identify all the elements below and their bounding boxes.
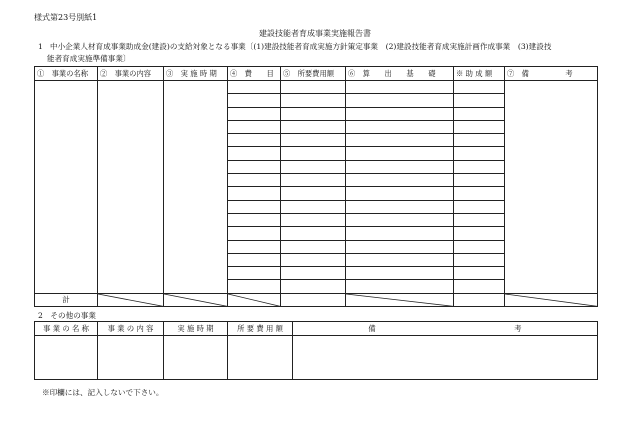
diagonal-strike	[505, 294, 597, 306]
total-subsidy-amount	[454, 293, 505, 306]
cell-required-cost[interactable]	[281, 267, 346, 280]
cell-required-cost[interactable]	[281, 253, 346, 266]
cell-calculation-basis[interactable]	[346, 240, 454, 253]
cell-required-cost[interactable]	[281, 280, 346, 293]
total-required-cost[interactable]	[281, 293, 346, 306]
cell-calculation-basis[interactable]	[346, 120, 454, 133]
cell-subsidy-amount[interactable]	[454, 187, 505, 200]
cell-calculation-basis[interactable]	[346, 213, 454, 226]
cell-expense-item[interactable]	[228, 81, 281, 94]
cell-required-cost[interactable]	[281, 94, 346, 107]
cell-subsidy-amount[interactable]	[454, 280, 505, 293]
header-project-name: ① 事業の名称	[35, 67, 98, 81]
t2-header-remarks: 備 考	[293, 322, 598, 336]
cell-subsidy-amount[interactable]	[454, 200, 505, 213]
cell-calculation-basis[interactable]	[346, 94, 454, 107]
subsidy-project-table	[34, 66, 598, 307]
cell-required-cost[interactable]	[281, 160, 346, 173]
table-row	[35, 81, 598, 94]
cell-required-cost[interactable]	[281, 227, 346, 240]
cell-expense-item[interactable]	[228, 267, 281, 280]
cell-subsidy-amount[interactable]	[454, 107, 505, 120]
header-period: ③ 実 施 時 期	[164, 67, 228, 81]
cell-subsidy-amount[interactable]	[454, 94, 505, 107]
total-content-struck	[98, 293, 164, 306]
cell-calculation-basis[interactable]	[346, 134, 454, 147]
header-expense-item: ④ 費 目	[228, 67, 281, 81]
cell-required-cost[interactable]	[281, 120, 346, 133]
cell-required-cost[interactable]	[281, 81, 346, 94]
cell-expense-item[interactable]	[228, 107, 281, 120]
cell-subsidy-amount[interactable]	[454, 120, 505, 133]
cell-expense-item[interactable]	[228, 253, 281, 266]
t2-header-period: 実 施 時 期	[164, 322, 228, 336]
cell-calculation-basis[interactable]	[346, 147, 454, 160]
diagonal-strike	[98, 294, 163, 306]
cell-subsidy-amount[interactable]	[454, 227, 505, 240]
total-remarks-struck	[505, 293, 598, 306]
cell-calculation-basis[interactable]	[346, 200, 454, 213]
cell-project-name[interactable]	[35, 81, 98, 294]
t2-cell-remarks[interactable]	[293, 336, 598, 380]
cell-required-cost[interactable]	[281, 147, 346, 160]
cell-expense-item[interactable]	[228, 240, 281, 253]
diagonal-strike	[228, 294, 280, 306]
cell-expense-item[interactable]	[228, 174, 281, 187]
header-project-content: ② 事業の内容	[98, 67, 164, 81]
t2-cell-content[interactable]	[98, 336, 164, 380]
cell-expense-item[interactable]	[228, 160, 281, 173]
cell-period[interactable]	[164, 81, 228, 294]
total-calculation-struck	[346, 293, 454, 306]
cell-calculation-basis[interactable]	[346, 160, 454, 173]
form-id: 様式第23号別紙1	[34, 13, 98, 22]
cell-calculation-basis[interactable]	[346, 81, 454, 94]
total-label: 計	[35, 293, 98, 306]
cell-subsidy-amount[interactable]	[454, 134, 505, 147]
t2-entry-row	[35, 336, 598, 380]
cell-calculation-basis[interactable]	[346, 280, 454, 293]
diagonal-strike	[346, 294, 453, 306]
cell-calculation-basis[interactable]	[346, 227, 454, 240]
document-title: 建設技能者育成事業実施報告書	[259, 29, 371, 38]
cell-subsidy-amount[interactable]	[454, 81, 505, 94]
cell-required-cost[interactable]	[281, 134, 346, 147]
t2-header-project-name: 事 業 の 名 称	[35, 322, 98, 336]
header-remarks: ⑦ 備 考	[505, 67, 598, 81]
cell-calculation-basis[interactable]	[346, 107, 454, 120]
t2-header-project-content: 事 業 の 内 容	[98, 322, 164, 336]
section-1-text-line2: 能者育成実施準備事業〕	[47, 54, 131, 63]
cell-expense-item[interactable]	[228, 213, 281, 226]
header-calculation-basis: ⑥ 算 出 基 礎	[346, 67, 454, 81]
cell-expense-item[interactable]	[228, 94, 281, 107]
footnote: ※印欄には、記入しないで下さい。	[42, 388, 164, 397]
t2-header-required-cost: 所 要 費 用 額	[228, 322, 293, 336]
section-2-heading: 2 その他の事業	[38, 311, 96, 320]
cell-required-cost[interactable]	[281, 107, 346, 120]
cell-subsidy-amount[interactable]	[454, 267, 505, 280]
cell-required-cost[interactable]	[281, 213, 346, 226]
total-row	[35, 293, 598, 306]
cell-expense-item[interactable]	[228, 147, 281, 160]
cell-subsidy-amount[interactable]	[454, 240, 505, 253]
cell-subsidy-amount[interactable]	[454, 253, 505, 266]
cell-subsidy-amount[interactable]	[454, 213, 505, 226]
cell-project-content[interactable]	[98, 81, 164, 294]
cell-required-cost[interactable]	[281, 187, 346, 200]
cell-required-cost[interactable]	[281, 200, 346, 213]
cell-subsidy-amount[interactable]	[454, 160, 505, 173]
section-1-heading	[38, 41, 598, 65]
cell-remarks[interactable]	[505, 81, 598, 294]
cell-expense-item[interactable]	[228, 187, 281, 200]
cell-calculation-basis[interactable]	[346, 267, 454, 280]
cell-expense-item[interactable]	[228, 134, 281, 147]
section-1-text-line1: 中小企業人材育成事業助成金(建設)の支給対象となる事業〔(1)建設技能者育成実施方針策定事業 (2)建設技能者育成実施計画作成事業 (3)建設技	[50, 42, 552, 51]
header-required-cost: ⑤ 所要費用額	[281, 67, 346, 81]
section-1-number: 1	[38, 42, 43, 51]
cell-required-cost[interactable]	[281, 174, 346, 187]
cell-subsidy-amount[interactable]	[454, 147, 505, 160]
t2-cell-name[interactable]	[35, 336, 98, 380]
t2-cell-cost[interactable]	[228, 336, 293, 380]
t2-cell-period[interactable]	[164, 336, 228, 380]
diagonal-strike	[164, 294, 227, 306]
other-project-table	[34, 321, 598, 380]
cell-calculation-basis[interactable]	[346, 253, 454, 266]
cell-expense-item[interactable]	[228, 280, 281, 293]
total-period-struck	[164, 293, 228, 306]
cell-expense-item[interactable]	[228, 120, 281, 133]
cell-expense-item[interactable]	[228, 227, 281, 240]
cell-expense-item[interactable]	[228, 200, 281, 213]
cell-calculation-basis[interactable]	[346, 187, 454, 200]
cell-subsidy-amount[interactable]	[454, 174, 505, 187]
cell-required-cost[interactable]	[281, 240, 346, 253]
cell-calculation-basis[interactable]	[346, 174, 454, 187]
header-subsidy-amount: ※ 助 成 額	[454, 67, 505, 81]
total-expense-item-struck	[228, 293, 281, 306]
